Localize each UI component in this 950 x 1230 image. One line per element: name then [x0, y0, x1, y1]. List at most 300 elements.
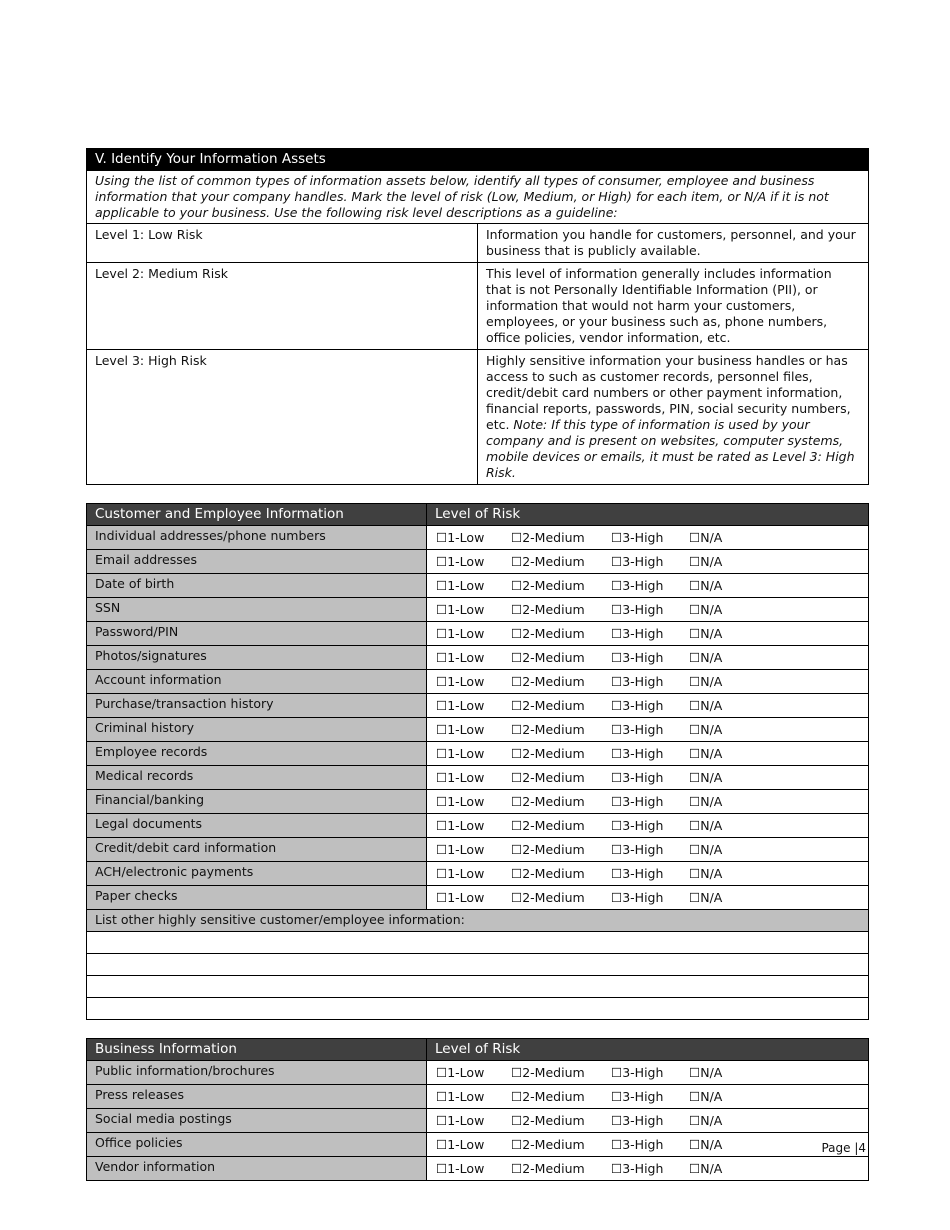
risk-options	[427, 838, 869, 862]
low-checkbox[interactable]	[436, 670, 511, 693]
medium-checkbox[interactable]	[511, 622, 611, 645]
risk-row	[87, 886, 869, 910]
option-label: 2-Medium	[522, 842, 585, 857]
option-label: N/A	[700, 1137, 723, 1152]
other-info-line-3[interactable]	[87, 976, 869, 998]
high-checkbox[interactable]	[611, 670, 689, 693]
checkbox-icon: ☐	[611, 530, 623, 545]
option-label: 2-Medium	[522, 794, 585, 809]
option-label: 1-Low	[447, 1113, 485, 1128]
option-label: 3-High	[622, 722, 664, 737]
checkbox-icon: ☐	[436, 698, 448, 713]
checkbox-icon: ☐	[611, 1065, 623, 1080]
checkbox-icon: ☐	[436, 650, 448, 665]
option-label: N/A	[700, 794, 723, 809]
risk-options	[427, 670, 869, 694]
checkbox-icon: ☐	[611, 602, 623, 617]
option-label: 2-Medium	[522, 1137, 585, 1152]
low-checkbox[interactable]	[436, 1061, 511, 1084]
na-checkbox[interactable]	[689, 1133, 749, 1156]
checkbox-icon: ☐	[511, 794, 523, 809]
item-label: Purchase/transaction history	[87, 694, 427, 718]
checkbox-icon: ☐	[511, 770, 523, 785]
checkbox-icon: ☐	[511, 578, 523, 593]
na-checkbox[interactable]	[689, 670, 749, 693]
risk-row	[87, 598, 869, 622]
medium-checkbox[interactable]	[511, 694, 611, 717]
risk-row	[87, 1109, 869, 1133]
checkbox-icon: ☐	[611, 1137, 623, 1152]
na-checkbox[interactable]	[689, 622, 749, 645]
medium-checkbox[interactable]	[511, 1133, 611, 1156]
option-label: 3-High	[622, 842, 664, 857]
checkbox-icon: ☐	[436, 554, 448, 569]
low-checkbox[interactable]	[436, 718, 511, 741]
option-label: 3-High	[622, 1065, 664, 1080]
na-checkbox[interactable]	[689, 694, 749, 717]
high-checkbox[interactable]	[611, 574, 689, 597]
option-label: 1-Low	[447, 1065, 485, 1080]
low-checkbox[interactable]	[436, 838, 511, 861]
item-label: ACH/electronic payments	[87, 862, 427, 886]
item-label: Medical records	[87, 766, 427, 790]
high-checkbox[interactable]	[611, 718, 689, 741]
other-info-line-2[interactable]	[87, 954, 869, 976]
level-2-desc: This level of information generally includes information that is not Personally Identifiable Information (PII), or information that would not harm your customers, employees, or your business such as, phone numbers, office policies, vendor information, etc.	[478, 263, 869, 350]
option-label: 2-Medium	[522, 530, 585, 545]
item-label: Public information/brochures	[87, 1061, 427, 1085]
low-checkbox[interactable]	[436, 886, 511, 909]
medium-checkbox[interactable]	[511, 646, 611, 669]
high-checkbox[interactable]	[611, 1157, 689, 1180]
checkbox-icon: ☐	[436, 674, 448, 689]
option-label: 2-Medium	[522, 818, 585, 833]
checkbox-icon: ☐	[689, 554, 701, 569]
high-checkbox[interactable]	[611, 622, 689, 645]
option-label: 1-Low	[447, 650, 485, 665]
na-checkbox[interactable]	[689, 574, 749, 597]
customer-header: Customer and Employee Information	[87, 504, 427, 526]
high-checkbox[interactable]	[611, 526, 689, 549]
na-checkbox[interactable]	[689, 838, 749, 861]
checkbox-icon: ☐	[436, 1065, 448, 1080]
option-label: 2-Medium	[522, 1065, 585, 1080]
checkbox-icon: ☐	[689, 1065, 701, 1080]
risk-options	[427, 1085, 869, 1109]
high-checkbox[interactable]	[611, 862, 689, 885]
na-checkbox[interactable]	[689, 790, 749, 813]
checkbox-icon: ☐	[689, 794, 701, 809]
checkbox-icon: ☐	[689, 866, 701, 881]
na-checkbox[interactable]	[689, 766, 749, 789]
medium-checkbox[interactable]	[511, 526, 611, 549]
high-checkbox[interactable]	[611, 742, 689, 765]
option-label: 2-Medium	[522, 866, 585, 881]
other-info-line-4[interactable]	[87, 998, 869, 1020]
risk-row	[87, 1085, 869, 1109]
checkbox-icon: ☐	[511, 698, 523, 713]
low-checkbox[interactable]	[436, 1133, 511, 1156]
business-risk-table	[86, 1038, 869, 1181]
option-label: N/A	[700, 674, 723, 689]
checkbox-icon: ☐	[511, 818, 523, 833]
checkbox-icon: ☐	[511, 1161, 523, 1176]
option-label: N/A	[700, 698, 723, 713]
low-checkbox[interactable]	[436, 646, 511, 669]
risk-options	[427, 886, 869, 910]
checkbox-icon: ☐	[611, 674, 623, 689]
low-checkbox[interactable]	[436, 862, 511, 885]
option-label: 1-Low	[447, 890, 485, 905]
checkbox-icon: ☐	[689, 626, 701, 641]
risk-row	[87, 694, 869, 718]
option-label: 3-High	[622, 818, 664, 833]
option-label: 2-Medium	[522, 626, 585, 641]
option-label: 3-High	[622, 578, 664, 593]
medium-checkbox[interactable]	[511, 1061, 611, 1084]
option-label: 1-Low	[447, 530, 485, 545]
checkbox-icon: ☐	[436, 626, 448, 641]
high-checkbox[interactable]	[611, 766, 689, 789]
risk-options	[427, 862, 869, 886]
medium-checkbox[interactable]	[511, 886, 611, 909]
info-assets-table	[86, 148, 869, 485]
checkbox-icon: ☐	[611, 890, 623, 905]
checkbox-icon: ☐	[436, 578, 448, 593]
checkbox-icon: ☐	[436, 1113, 448, 1128]
item-label: Social media postings	[87, 1109, 427, 1133]
checkbox-icon: ☐	[511, 842, 523, 857]
risk-row	[87, 574, 869, 598]
risk-options	[427, 790, 869, 814]
checkbox-icon: ☐	[611, 722, 623, 737]
option-label: 2-Medium	[522, 890, 585, 905]
na-checkbox[interactable]	[689, 1157, 749, 1180]
high-checkbox[interactable]	[611, 598, 689, 621]
item-label: Office policies	[87, 1133, 427, 1157]
checkbox-icon: ☐	[611, 746, 623, 761]
option-label: 1-Low	[447, 1137, 485, 1152]
checkbox-icon: ☐	[689, 1137, 701, 1152]
checkbox-icon: ☐	[511, 554, 523, 569]
na-checkbox[interactable]	[689, 526, 749, 549]
risk-options	[427, 550, 869, 574]
checkbox-icon: ☐	[611, 1113, 623, 1128]
option-label: 3-High	[622, 866, 664, 881]
risk-row	[87, 1157, 869, 1181]
na-checkbox[interactable]	[689, 886, 749, 909]
low-checkbox[interactable]	[436, 1109, 511, 1132]
customer-risk-header: Level of Risk	[427, 504, 869, 526]
checkbox-icon: ☐	[436, 602, 448, 617]
checkbox-icon: ☐	[689, 770, 701, 785]
option-label: 1-Low	[447, 746, 485, 761]
low-checkbox[interactable]	[436, 742, 511, 765]
option-label: 1-Low	[447, 698, 485, 713]
checkbox-icon: ☐	[436, 818, 448, 833]
high-checkbox[interactable]	[611, 646, 689, 669]
option-label: N/A	[700, 890, 723, 905]
low-checkbox[interactable]	[436, 790, 511, 813]
na-checkbox[interactable]	[689, 598, 749, 621]
na-checkbox[interactable]	[689, 742, 749, 765]
level-3-note: Note: If this type of information is used by your company and is present on websites, computer systems, mobile devices or emails, it must be rated as Level 3: High Risk.	[486, 417, 855, 480]
checkbox-icon: ☐	[511, 746, 523, 761]
checkbox-icon: ☐	[511, 530, 523, 545]
checkbox-icon: ☐	[436, 1161, 448, 1176]
option-label: 1-Low	[447, 1089, 485, 1104]
medium-checkbox[interactable]	[511, 1109, 611, 1132]
low-checkbox[interactable]	[436, 1157, 511, 1180]
option-label: N/A	[700, 626, 723, 641]
risk-row	[87, 550, 869, 574]
option-label: 1-Low	[447, 794, 485, 809]
na-checkbox[interactable]	[689, 814, 749, 837]
business-risk-header: Level of Risk	[427, 1039, 869, 1061]
high-checkbox[interactable]	[611, 1133, 689, 1156]
checkbox-icon: ☐	[511, 1089, 523, 1104]
risk-options	[427, 742, 869, 766]
level-3-desc-text: Highly sensitive information your business handles or has access to such as customer records, personnel files, credit/debit card numbers or other payment information, financial reports, passwords, PIN, social security numbers, etc.	[486, 353, 851, 432]
na-checkbox[interactable]	[689, 1109, 749, 1132]
checkbox-icon: ☐	[611, 1089, 623, 1104]
low-checkbox[interactable]	[436, 598, 511, 621]
checkbox-icon: ☐	[611, 578, 623, 593]
option-label: 1-Low	[447, 554, 485, 569]
high-checkbox[interactable]	[611, 814, 689, 837]
medium-checkbox[interactable]	[511, 718, 611, 741]
risk-options	[427, 622, 869, 646]
option-label: 2-Medium	[522, 554, 585, 569]
level-1-label: Level 1: Low Risk	[87, 224, 478, 263]
checkbox-icon: ☐	[436, 866, 448, 881]
checkbox-icon: ☐	[436, 794, 448, 809]
medium-checkbox[interactable]	[511, 670, 611, 693]
high-checkbox[interactable]	[611, 1061, 689, 1084]
risk-row	[87, 646, 869, 670]
checkbox-icon: ☐	[611, 698, 623, 713]
option-label: 3-High	[622, 650, 664, 665]
option-label: 3-High	[622, 770, 664, 785]
risk-options	[427, 1157, 869, 1181]
checkbox-icon: ☐	[511, 674, 523, 689]
level-3-label: Level 3: High Risk	[87, 350, 478, 485]
high-checkbox[interactable]	[611, 790, 689, 813]
item-label: SSN	[87, 598, 427, 622]
checkbox-icon: ☐	[689, 674, 701, 689]
option-label: N/A	[700, 1113, 723, 1128]
checkbox-icon: ☐	[511, 626, 523, 641]
option-label: 1-Low	[447, 1161, 485, 1176]
checkbox-icon: ☐	[689, 722, 701, 737]
checkbox-icon: ☐	[689, 746, 701, 761]
checkbox-icon: ☐	[511, 866, 523, 881]
medium-checkbox[interactable]	[511, 574, 611, 597]
na-checkbox[interactable]	[689, 550, 749, 573]
low-checkbox[interactable]	[436, 550, 511, 573]
medium-checkbox[interactable]	[511, 766, 611, 789]
risk-row	[87, 622, 869, 646]
checkbox-icon: ☐	[611, 794, 623, 809]
option-label: N/A	[700, 746, 723, 761]
option-label: 3-High	[622, 602, 664, 617]
low-checkbox[interactable]	[436, 766, 511, 789]
risk-options	[427, 694, 869, 718]
level-2-label: Level 2: Medium Risk	[87, 263, 478, 350]
medium-checkbox[interactable]	[511, 814, 611, 837]
medium-checkbox[interactable]	[511, 862, 611, 885]
option-label: 3-High	[622, 794, 664, 809]
low-checkbox[interactable]	[436, 814, 511, 837]
checkbox-icon: ☐	[511, 722, 523, 737]
item-label: Individual addresses/phone numbers	[87, 526, 427, 550]
risk-row	[87, 790, 869, 814]
option-label: 1-Low	[447, 818, 485, 833]
risk-options	[427, 814, 869, 838]
medium-checkbox[interactable]	[511, 742, 611, 765]
other-info-line-1[interactable]	[87, 932, 869, 954]
option-label: 2-Medium	[522, 746, 585, 761]
option-label: N/A	[700, 866, 723, 881]
option-label: 2-Medium	[522, 602, 585, 617]
low-checkbox[interactable]	[436, 574, 511, 597]
checkbox-icon: ☐	[436, 1137, 448, 1152]
option-label: N/A	[700, 1089, 723, 1104]
medium-checkbox[interactable]	[511, 838, 611, 861]
medium-checkbox[interactable]	[511, 550, 611, 573]
option-label: 2-Medium	[522, 770, 585, 785]
checkbox-icon: ☐	[511, 1113, 523, 1128]
option-label: N/A	[700, 650, 723, 665]
risk-options	[427, 526, 869, 550]
high-checkbox[interactable]	[611, 1085, 689, 1108]
checkbox-icon: ☐	[436, 842, 448, 857]
option-label: 3-High	[622, 1113, 664, 1128]
low-checkbox[interactable]	[436, 1085, 511, 1108]
option-label: 3-High	[622, 530, 664, 545]
option-label: 2-Medium	[522, 674, 585, 689]
item-label: Password/PIN	[87, 622, 427, 646]
checkbox-icon: ☐	[611, 842, 623, 857]
option-label: 2-Medium	[522, 1089, 585, 1104]
risk-row	[87, 742, 869, 766]
option-label: 3-High	[622, 626, 664, 641]
option-label: 2-Medium	[522, 578, 585, 593]
risk-options	[427, 598, 869, 622]
high-checkbox[interactable]	[611, 838, 689, 861]
option-label: N/A	[700, 1065, 723, 1080]
option-label: N/A	[700, 554, 723, 569]
form-page	[86, 148, 869, 1181]
option-label: 1-Low	[447, 602, 485, 617]
level-3-desc	[478, 350, 869, 485]
na-checkbox[interactable]	[689, 718, 749, 741]
risk-options	[427, 646, 869, 670]
low-checkbox[interactable]	[436, 694, 511, 717]
risk-row	[87, 670, 869, 694]
checkbox-icon: ☐	[689, 1161, 701, 1176]
checkbox-icon: ☐	[689, 890, 701, 905]
high-checkbox[interactable]	[611, 1109, 689, 1132]
page-number: Page |4	[821, 1141, 866, 1155]
risk-row	[87, 814, 869, 838]
low-checkbox[interactable]	[436, 622, 511, 645]
risk-row	[87, 862, 869, 886]
medium-checkbox[interactable]	[511, 598, 611, 621]
na-checkbox[interactable]	[689, 862, 749, 885]
level-1-desc: Information you handle for customers, personnel, and your business that is publicly available.	[478, 224, 869, 263]
risk-row	[87, 766, 869, 790]
item-label: Paper checks	[87, 886, 427, 910]
option-label: 3-High	[622, 1161, 664, 1176]
checkbox-icon: ☐	[611, 554, 623, 569]
medium-checkbox[interactable]	[511, 1157, 611, 1180]
item-label: Press releases	[87, 1085, 427, 1109]
option-label: N/A	[700, 602, 723, 617]
option-label: 3-High	[622, 674, 664, 689]
option-label: N/A	[700, 842, 723, 857]
checkbox-icon: ☐	[689, 698, 701, 713]
medium-checkbox[interactable]	[511, 1085, 611, 1108]
checkbox-icon: ☐	[511, 890, 523, 905]
high-checkbox[interactable]	[611, 886, 689, 909]
na-checkbox[interactable]	[689, 1085, 749, 1108]
checkbox-icon: ☐	[511, 1137, 523, 1152]
option-label: N/A	[700, 770, 723, 785]
option-label: 3-High	[622, 746, 664, 761]
checkbox-icon: ☐	[611, 770, 623, 785]
option-label: 3-High	[622, 1089, 664, 1104]
checkbox-icon: ☐	[511, 650, 523, 665]
option-label: 2-Medium	[522, 698, 585, 713]
option-label: N/A	[700, 818, 723, 833]
risk-row	[87, 526, 869, 550]
option-label: 1-Low	[447, 770, 485, 785]
low-checkbox[interactable]	[436, 526, 511, 549]
item-label: Credit/debit card information	[87, 838, 427, 862]
section-title: V. Identify Your Information Assets	[87, 149, 869, 171]
option-label: 2-Medium	[522, 722, 585, 737]
checkbox-icon: ☐	[511, 602, 523, 617]
item-label: Employee records	[87, 742, 427, 766]
checkbox-icon: ☐	[436, 770, 448, 785]
risk-row	[87, 718, 869, 742]
option-label: 3-High	[622, 554, 664, 569]
risk-options	[427, 718, 869, 742]
checkbox-icon: ☐	[611, 1161, 623, 1176]
high-checkbox[interactable]	[611, 550, 689, 573]
option-label: 2-Medium	[522, 1161, 585, 1176]
checkbox-icon: ☐	[436, 1089, 448, 1104]
customer-risk-table	[86, 503, 869, 1020]
checkbox-icon: ☐	[689, 602, 701, 617]
risk-options	[427, 1133, 869, 1157]
na-checkbox[interactable]	[689, 646, 749, 669]
checkbox-icon: ☐	[511, 1065, 523, 1080]
high-checkbox[interactable]	[611, 694, 689, 717]
option-label: 1-Low	[447, 866, 485, 881]
checkbox-icon: ☐	[689, 1089, 701, 1104]
na-checkbox[interactable]	[689, 1061, 749, 1084]
option-label: N/A	[700, 722, 723, 737]
medium-checkbox[interactable]	[511, 790, 611, 813]
business-header: Business Information	[87, 1039, 427, 1061]
option-label: 1-Low	[447, 578, 485, 593]
item-label: Email addresses	[87, 550, 427, 574]
risk-options	[427, 574, 869, 598]
risk-row	[87, 838, 869, 862]
option-label: 3-High	[622, 890, 664, 905]
